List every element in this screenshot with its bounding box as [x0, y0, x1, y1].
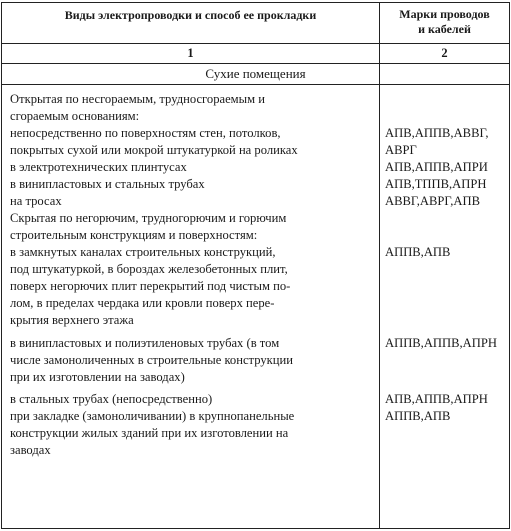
- wiring-line: покрытых сухой или мокрой штукатуркой на роликах: [10, 143, 298, 157]
- wiring-line: в замкнутых каналах строительных конструкций,: [10, 245, 276, 259]
- header-col-wire-brands: [380, 7, 509, 37]
- wiring-line: при их изготовлении на заводах): [10, 370, 185, 384]
- wiring-line: числе замоноличенных в строительные конструкции: [10, 353, 293, 367]
- wiring-line: непосредственно по поверхностям стен, потолков,: [10, 126, 281, 140]
- wiring-line: конструкции жилых зданий при их изготовлении на: [10, 426, 289, 440]
- header-col-wiring-types: Виды электропроводки и способ ее прокладки: [64, 8, 317, 22]
- wiring-line: при закладке (замоноличивании) в крупнопанельные: [10, 409, 295, 423]
- section-title: Сухие помещения: [205, 66, 306, 81]
- wiring-line: строительным конструкциям и поверхностям:: [10, 228, 258, 242]
- header-divider: [2, 43, 509, 44]
- wire-brand-cell: АППВ,АПВ: [385, 245, 451, 259]
- wiring-line: Скрытая по негорючим, трудногорючим и горючим: [10, 211, 287, 225]
- wire-brand-cell: АПВ,АППВ,АПРИ: [385, 160, 488, 174]
- wiring-line: сгораемым основаниям:: [10, 109, 140, 123]
- wiring-line: Открытая по несгораемым, трудносгораемым и: [10, 92, 265, 106]
- numbers-divider: [2, 63, 509, 64]
- wiring-line: заводах: [10, 443, 51, 457]
- wiring-line: лом, в пределах чердака или кровли поверх пере-: [10, 296, 275, 310]
- column-number-2: 2: [441, 46, 448, 60]
- wiring-table: [1, 2, 510, 529]
- header-col2-line1: Марки проводов: [399, 7, 490, 21]
- wire-brand-cell: АПВ,ТППВ,АПРН: [385, 177, 487, 191]
- section-divider: [2, 84, 509, 85]
- wire-brand-cell: АПВ,АППВ,АПРН: [385, 392, 488, 406]
- wiring-line: под штукатуркой, в бороздах железобетонных плит,: [10, 262, 288, 276]
- wire-brand-cell: АППВ,АППВ,АПРН: [385, 336, 497, 350]
- header-col2-line2: и кабелей: [418, 22, 471, 36]
- column-number-1: 1: [187, 46, 194, 60]
- wiring-line: в стальных трубах (непосредственно): [10, 392, 213, 406]
- wire-brand-cell: АВРГ: [385, 143, 417, 157]
- wiring-line: в винипластовых и полиэтиленовых трубах (в том: [10, 336, 280, 350]
- wire-brand-cell: АПВ,АППВ,АВВГ,: [385, 126, 489, 140]
- wiring-line: в винипластовых и стальных трубах: [10, 177, 205, 191]
- wiring-line: поверх негорючих плит перекрытий под чистым по-: [10, 279, 291, 293]
- wiring-line: крытия верхнего этажа: [10, 313, 134, 327]
- wiring-line: на тросах: [10, 194, 62, 208]
- wire-brand-cell: АППВ,АПВ: [385, 409, 451, 423]
- wire-brand-cell: АВВГ,АВРГ,АПВ: [385, 194, 480, 208]
- wiring-line: в электротехнических плинтусах: [10, 160, 187, 174]
